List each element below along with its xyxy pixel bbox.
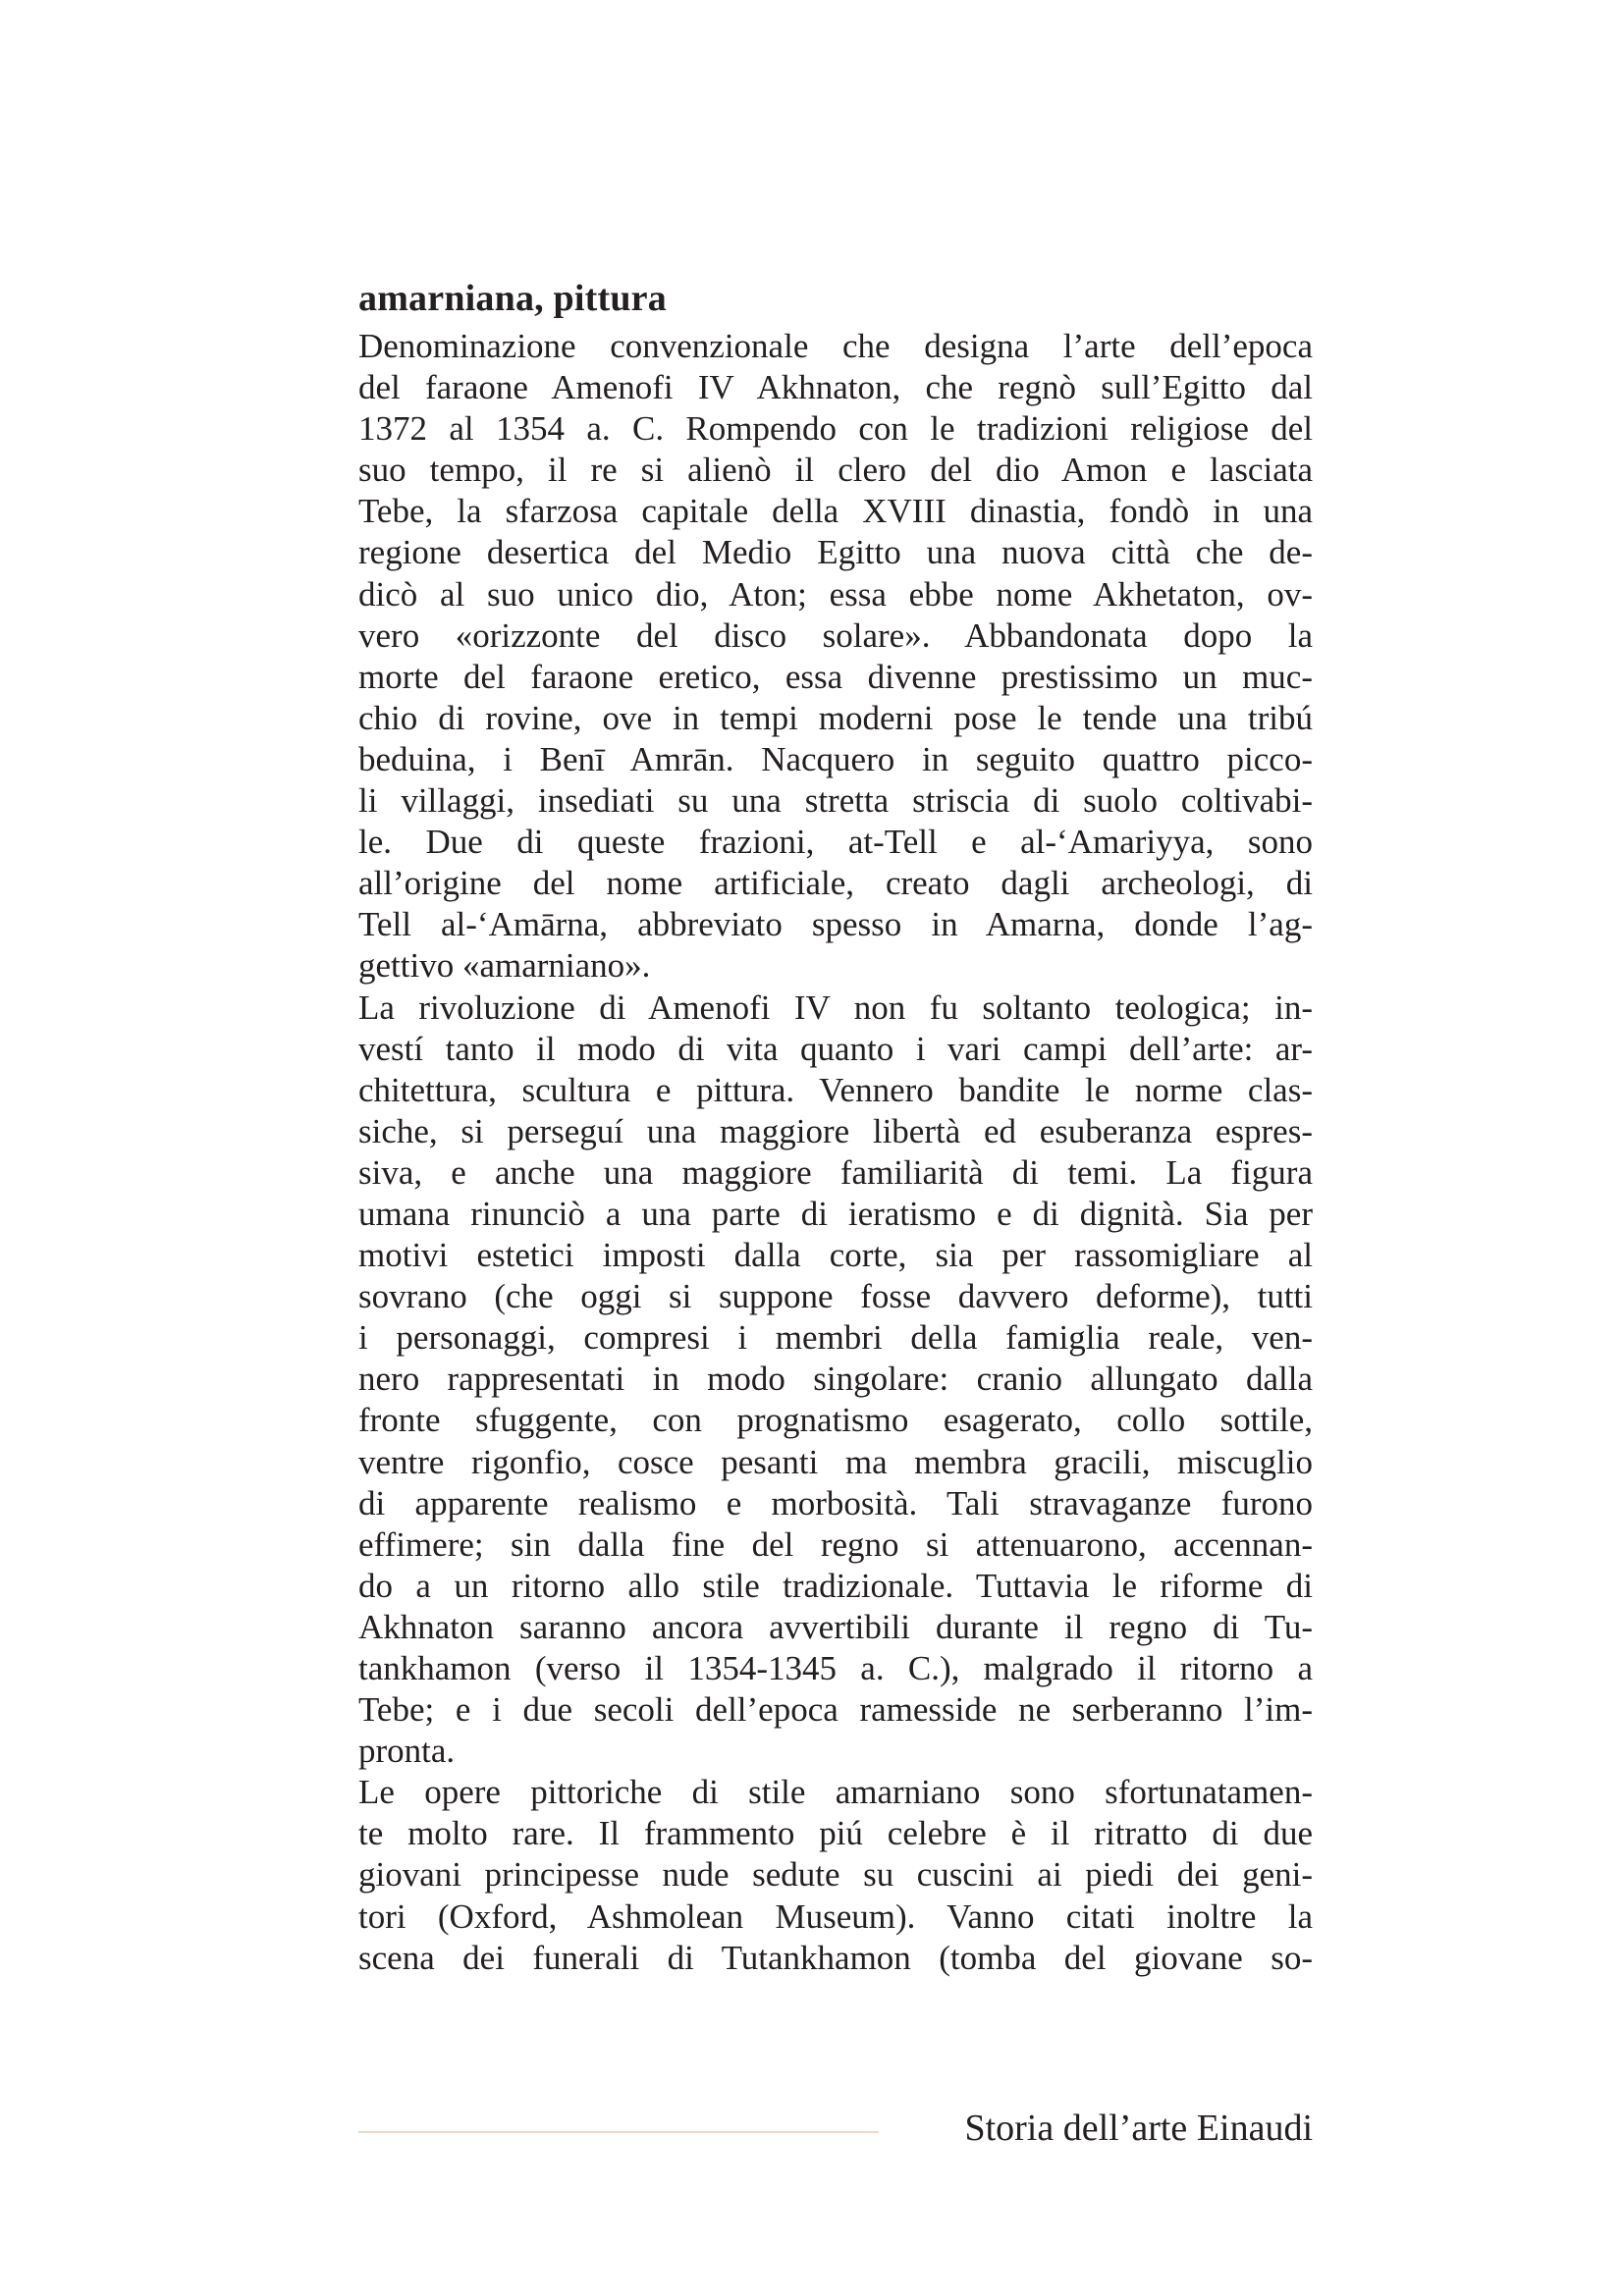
text-line: Le opere pittoriche di stile amarniano sono sfortunatamen- — [358, 1773, 1313, 1812]
text-line: umana rinunciò a una parte di ieratismo e di dignità. Sia per — [358, 1194, 1313, 1233]
text-line: all’origine del nome artificiale, creato dagli archeologi, di — [358, 864, 1313, 903]
text-line: do a un ritorno allo stile tradizionale. Tuttavia le riforme di — [358, 1566, 1313, 1605]
text-line: giovani principesse nude sedute su cuscini ai piedi dei geni- — [358, 1855, 1313, 1895]
text-line: beduina, i Benī Amrān. Nacquero in seguito quattro picco- — [358, 739, 1313, 778]
text-line: Tell al-ʻAmārna, abbreviato spesso in Amarna, donde l’ag- — [358, 905, 1313, 944]
text-line: Tebe; e i due secoli dell’epoca ramesside ne serberanno l’im- — [358, 1690, 1313, 1730]
text-line: dicò al suo unico dio, Aton; essa ebbe nome Akhetaton, ov- — [358, 574, 1313, 614]
text-line: gettivo «amarniano». — [358, 946, 651, 986]
text-line: Akhnaton saranno ancora avvertibili durante il regno di Tu- — [358, 1607, 1313, 1646]
text-line: effimere; sin dalla fine del regno si attenuarono, accennan- — [358, 1524, 1313, 1564]
text-line: pronta. — [358, 1732, 456, 1771]
text-line: Tebe, la sfarzosa capitale della XVIII dinastia, fondò in una — [358, 492, 1313, 531]
text-line: ventre rigonfio, cosce pesanti ma membra gracili, miscuglio — [358, 1442, 1313, 1481]
text-line: di apparente realismo e morbosità. Tali stravaganze furono — [358, 1483, 1313, 1522]
text-line: le. Due di queste frazioni, at-Tell e al-ʻAmariyya, sono — [358, 823, 1313, 862]
text-line: Denominazione convenzionale che designa l’arte dell’epoca — [358, 327, 1313, 365]
paragraph-3 — [358, 1772, 1313, 1978]
text-line: La rivoluzione di Amenofi IV non fu soltanto teologica; in- — [358, 988, 1313, 1027]
text-line: nero rappresentati in modo singolare: cranio allungato dalla — [358, 1360, 1313, 1399]
text-line: sovrano (che oggi si suppone fosse davvero deforme), tutti — [358, 1277, 1313, 1316]
text-line: te molto rare. Il frammento piú celebre è il ritratto di due — [358, 1814, 1313, 1853]
text-line: li villaggi, insediati su una stretta striscia di suolo coltivabi- — [358, 781, 1313, 821]
entry — [358, 277, 1313, 1979]
text-line: scena dei funerali di Tutankhamon (tomba del giovane so- — [358, 1938, 1313, 1977]
text-line: 1372 al 1354 a. C. Rompendo con le tradizioni religiose del — [358, 409, 1313, 449]
text-line: regione desertica del Medio Egitto una nuova città che de- — [358, 533, 1313, 572]
text-line: siva, e anche una maggiore familiarità di temi. La figura — [358, 1152, 1313, 1192]
text-line: morte del faraone eretico, essa divenne prestissimo un muc- — [358, 657, 1313, 696]
footer-publication-title: Storia dell’arte Einaudi — [964, 2108, 1313, 2149]
text-line: tankhamon (verso il 1354-1345 a. C.), malgrado il ritorno a — [358, 1649, 1313, 1687]
text-line: chitettura, scultura e pittura. Vennero bandite le norme clas- — [358, 1070, 1313, 1109]
text-line: i personaggi, compresi i membri della famiglia reale, ven- — [358, 1318, 1313, 1358]
text-line: tori (Oxford, Ashmolean Museum). Vanno citati inoltre la — [358, 1896, 1313, 1936]
text-line: siche, si perseguí una maggiore libertà ed esuberanza espres- — [358, 1111, 1313, 1150]
text-line: vestí tanto il modo di vita quanto i vari campi dell’arte: ar- — [358, 1029, 1313, 1068]
text-line: vero «orizzonte del disco solare». Abbandonata dopo la — [358, 615, 1313, 655]
page-footer — [358, 2101, 1313, 2160]
text-line: del faraone Amenofi IV Akhnaton, che regnò sull’Egitto dal — [358, 368, 1313, 407]
paragraph-1 — [358, 326, 1313, 988]
text-line: suo tempo, il re si alienò il clero del dio Amon e lasciata — [358, 451, 1313, 490]
footer-rule — [358, 2131, 879, 2133]
entry-title: amarniana, pittura — [358, 278, 667, 319]
text-line: motivi estetici imposti dalla corte, sia per rassomigliare al — [358, 1236, 1313, 1275]
paragraph-2 — [358, 988, 1313, 1773]
text-line: fronte sfuggente, con prognatismo esagerato, collo sottile, — [358, 1401, 1313, 1440]
text-line: chio di rovine, ove in tempi moderni pose le tende una tribú — [358, 698, 1313, 737]
